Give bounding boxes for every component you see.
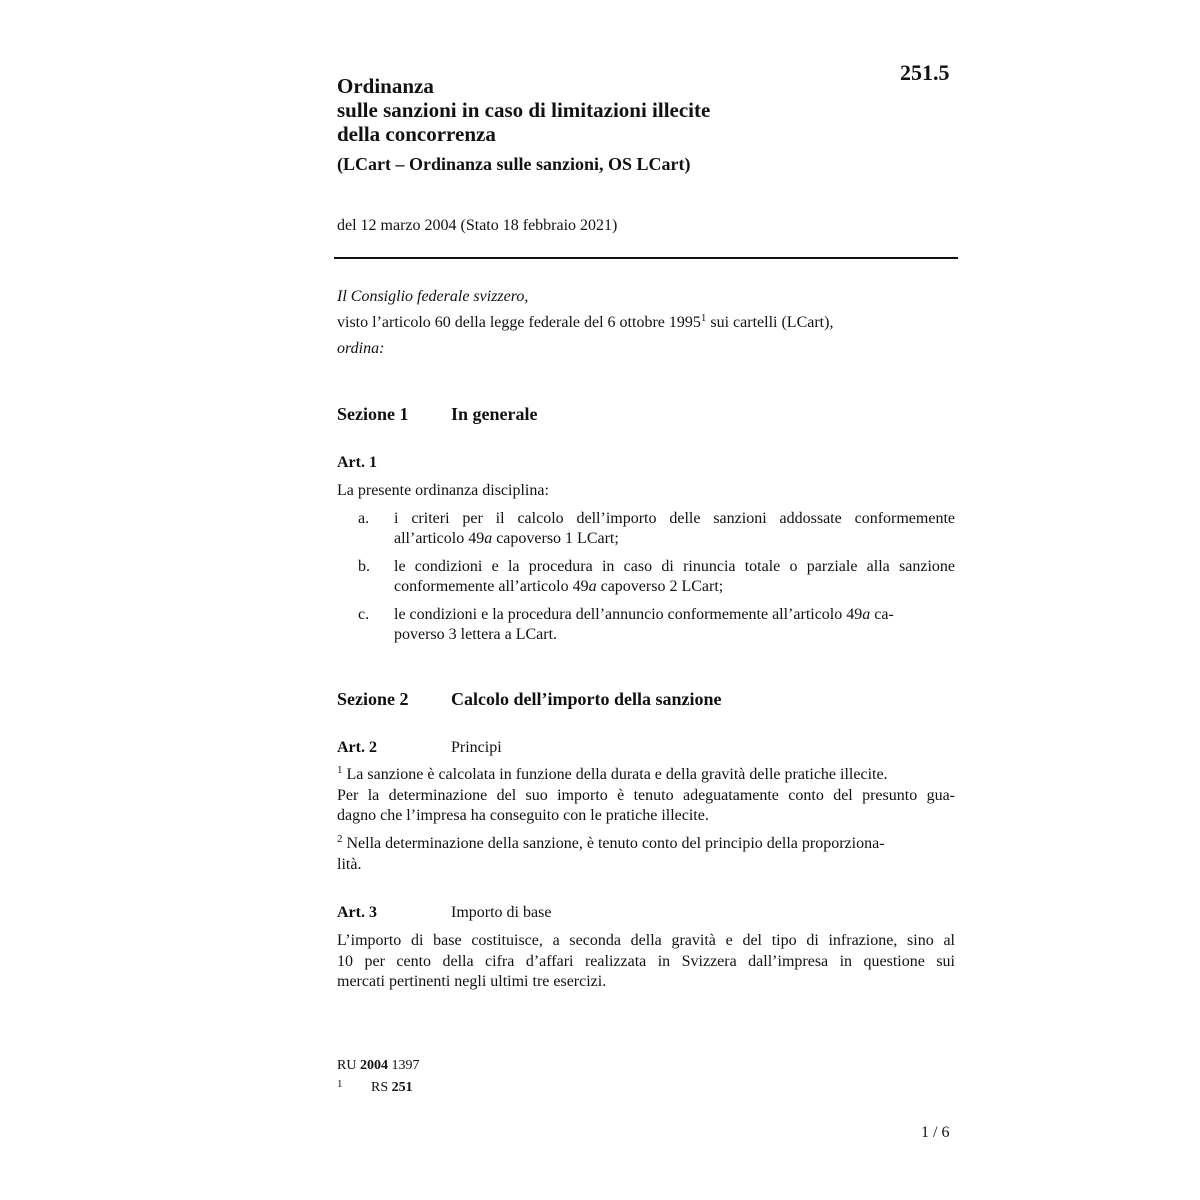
- art-2-para-2-line-2: lità.: [337, 856, 362, 873]
- art-3-line-2: [337, 953, 955, 971]
- art-1-number: Art. 1: [337, 454, 377, 471]
- ru-prefix: RU: [337, 1058, 360, 1073]
- list-item-b-italic: a: [588, 578, 597, 595]
- preamble-order: ordina:: [337, 340, 385, 357]
- list-item-c-text-2: ca-: [870, 606, 894, 623]
- preamble-basis-tail: sui cartelli (LCart),: [706, 314, 834, 331]
- art-3-title: Importo di base: [451, 904, 552, 921]
- list-item-a-text-2: all’articolo 49: [394, 530, 485, 547]
- ru-reference: [337, 1058, 419, 1074]
- list-item-c-line-1: [394, 606, 894, 624]
- document-date: del 12 marzo 2004 (Stato 18 febbraio 2021): [337, 217, 618, 234]
- title-line-2: sulle sanzioni in caso di limitazioni illecite: [337, 98, 711, 122]
- section-2-title: Calcolo dell’importo della sanzione: [451, 689, 722, 709]
- section-2-label: Sezione 2: [337, 689, 409, 709]
- footnote-ref[interactable]: 1: [700, 312, 707, 324]
- footnote-prefix: RS: [371, 1080, 392, 1095]
- art-3-line-3: mercati pertinenti negli ultimi tre esercizi.: [337, 973, 607, 990]
- art-2-number: Art. 2: [337, 739, 377, 756]
- list-letter-c: c.: [358, 606, 370, 623]
- art-2-para-1-line-1: [337, 766, 955, 784]
- preamble-basis-text: visto l’articolo 60 della legge federale del 6 ottobre 1995: [337, 314, 701, 331]
- section-1-title: In generale: [451, 404, 538, 424]
- header-divider: [334, 257, 958, 259]
- art-1-intro: La presente ordinanza disciplina:: [337, 482, 549, 499]
- title-line-1: Ordinanza: [337, 74, 434, 98]
- list-item-a-line-1: [394, 510, 955, 528]
- para-2-number: 2: [337, 833, 343, 845]
- document-number: 251.5: [900, 60, 950, 85]
- footnote-number: 1: [337, 1078, 343, 1090]
- list-item-a-text-3: capoverso 1 LCart;: [492, 530, 619, 547]
- art-2-para-1-text-1: La sanzione è calcolata in funzione della durata e della gravità delle pratiche illecite.: [342, 766, 888, 783]
- list-item-b-line-2: [394, 578, 723, 596]
- title-line-3: della concorrenza: [337, 122, 496, 146]
- art-2-para-2-line-1: [337, 835, 885, 853]
- art-3-text-1: L’importo di base costituisce, a seconda della gravità e del tipo di infrazione, sino al: [337, 932, 955, 949]
- art-3-number: Art. 3: [337, 904, 377, 921]
- para-1-number: 1: [337, 764, 343, 776]
- art-2-para-1-text-2: Per la determinazione del suo importo è tenuto adeguatamente conto del presunto gua-: [337, 787, 955, 804]
- list-item-c-line-2: poverso 3 lettera a LCart.: [394, 626, 558, 643]
- list-item-a-italic: a: [484, 530, 493, 547]
- subtitle: (LCart – Ordinanza sulle sanzioni, OS LCart): [337, 154, 691, 174]
- page-number: 1 / 6: [921, 1124, 950, 1141]
- list-item-c-text-1: le condizioni e la procedura dell’annuncio conformemente all’articolo 49: [394, 606, 863, 623]
- list-item-a-text-1: i criteri per il calcolo dell’importo delle sanzioni addossate conformemente: [394, 510, 955, 527]
- list-item-b-text-1: le condizioni e la procedura in caso di rinuncia totale o parziale alla sanzione: [394, 558, 955, 575]
- list-item-b-text-3: capoverso 2 LCart;: [596, 578, 724, 595]
- preamble-basis: [337, 314, 833, 332]
- footnote-ref-number: 251: [391, 1080, 413, 1095]
- art-2-para-1-line-2: [337, 787, 955, 805]
- preamble-issuer: Il Consiglio federale svizzero,: [337, 288, 529, 305]
- section-1-label: Sezione 1: [337, 404, 409, 424]
- list-letter-a: a.: [358, 510, 370, 527]
- list-item-b-line-1: [394, 558, 955, 576]
- list-item-a-line-2: [394, 530, 619, 548]
- art-2-para-2-text-1: Nella determinazione della sanzione, è tenuto conto del principio della proporziona-: [342, 835, 885, 852]
- art-3-text-2: 10 per cento della cifra d’affari realizzata in Svizzera dall’impresa in questione sui: [337, 953, 955, 970]
- footnote-text: [371, 1080, 413, 1096]
- list-item-b-text-2: conformemente all’articolo 49: [394, 578, 589, 595]
- list-item-c-italic: a: [862, 606, 871, 623]
- art-2-title: Principi: [451, 739, 502, 756]
- list-letter-b: b.: [358, 558, 370, 575]
- ru-year: 2004: [359, 1058, 388, 1073]
- art-2-para-1-line-3: dagno che l’impresa ha conseguito con le pratiche illecite.: [337, 807, 709, 824]
- art-3-line-1: [337, 932, 955, 950]
- ru-page: 1397: [387, 1058, 420, 1073]
